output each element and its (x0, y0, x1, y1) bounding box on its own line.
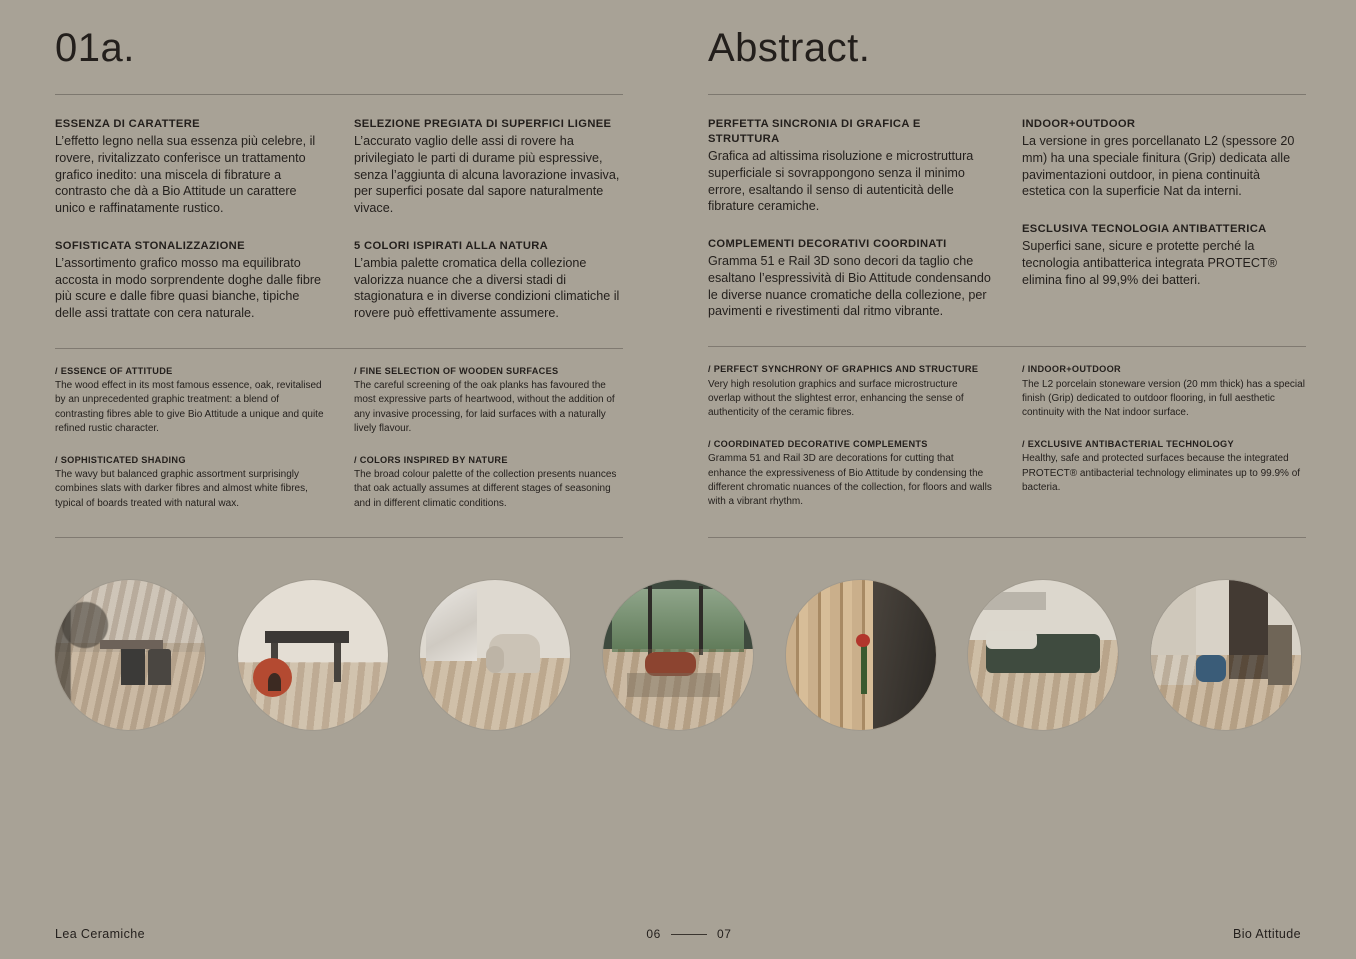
block-body: Gramma 51 and Rail 3D are decorations for cutting that enhance the expressiveness of Bio Attitude by condensing the different chromatic nuances of the collection, for floors and walls with a vibrant rhythm. (708, 453, 992, 508)
page-number-from: 06 (646, 927, 661, 941)
text-block (354, 239, 623, 322)
block-heading: INDOOR+OUTDOOR (1022, 118, 1136, 130)
block-heading: PERFETTA SINCRONIA DI GRAFICA E STRUTTURA (708, 118, 921, 146)
block-heading: / COLORS INSPIRED BY NATURE (354, 454, 508, 465)
block-heading: SELEZIONE PREGIATA DI SUPERFICI LIGNEE (354, 118, 612, 130)
divider-mid-left (55, 348, 623, 349)
block-body: Grafica ad altissima risoluzione e microstruttura superficiale si sovrappongono senza il minimo errore, esaltando il senso di autenticità delle fibrature ceramiche. (708, 149, 974, 214)
text-block (354, 454, 623, 511)
block-heading: / PERFECT SYNCHRONY OF GRAPHICS AND STRUCTURE (708, 364, 979, 375)
block-heading: ESCLUSIVA TECNOLOGIA ANTIBATTERICA (1022, 223, 1267, 236)
text-block (1022, 222, 1306, 288)
english-columns-right (708, 363, 1306, 527)
english-column-2-left (354, 365, 623, 529)
block-body: The careful screening of the oak planks has favoured the most expressive parts of heartwood, without the addition of any invasive processing, for laid surfaces with a naturally lively flavour. (354, 380, 615, 434)
english-column-2-right (1022, 363, 1306, 527)
text-block (708, 117, 992, 215)
block-heading: / EXCLUSIVE ANTIBACTERIAL TECHNOLOGY (1022, 439, 1234, 450)
block-body: Healthy, safe and protected surfaces because the integrated PROTECT® antibacterial technology eliminates up to 99.9% of bacteria. (1022, 453, 1301, 493)
text-block (55, 365, 324, 436)
block-body: Very high resolution graphics and surface microstructure overlap without the slightest error, enhancing the sense of authenticity of the ceramic fibres. (708, 378, 964, 418)
divider-bottom-left (55, 537, 623, 538)
thumbnail-kitchen-island-detail[interactable] (238, 580, 388, 730)
block-body: L’effetto legno nella sua essenza più celebre, il rovere, rivitalizzato conferisce un trattamento grafico inedito: una miscela di fibrature a contrasto che dà a Bio Attitude un carattere unico e raffinatamente rustico. (55, 134, 316, 216)
text-block (708, 363, 992, 420)
block-heading: / COORDINATED DECORATIVE COMPLEMENTS (708, 439, 928, 450)
page-navigation (145, 927, 1233, 941)
italian-columns-right (708, 117, 1306, 320)
thumbnail-dining-room-wood-floor[interactable] (55, 580, 205, 730)
block-heading: / FINE SELECTION OF WOODEN SURFACES (354, 365, 559, 376)
english-column-1-left (55, 365, 324, 529)
text-block (708, 237, 992, 320)
block-heading: 5 COLORI ISPIRATI ALLA NATURA (354, 239, 549, 252)
block-body: La versione in gres porcellanato L2 (spessore 20 mm) ha una speciale finitura (Grip) dedicata alle pavimentazioni outdoor, in piena continuità estetica con la superficie Nat da interni. (1022, 134, 1295, 199)
text-block (1022, 438, 1306, 495)
block-heading: / SOPHISTICATED SHADING (55, 454, 186, 465)
block-heading: SOFISTICATA STONALIZZAZIONE (55, 239, 245, 252)
italian-column-1-right (708, 117, 992, 320)
text-block (55, 454, 324, 511)
block-heading: COMPLEMENTI DECORATIVI COORDINATI (708, 238, 947, 251)
italian-columns-left (55, 117, 623, 322)
text-block (708, 438, 992, 509)
thumbnail-lounge-terrace-view[interactable] (603, 580, 753, 730)
divider-top-right (708, 94, 1306, 95)
page-dash-icon (671, 934, 707, 935)
italian-column-1-left (55, 117, 324, 322)
block-body: The wood effect in its most famous essence, oak, revitalised by an unprecedented graphic treatment: a blend of contrasting fibres able to give Bio Attitude a unique and quite refined rustic character. (55, 380, 324, 434)
text-block (55, 239, 324, 322)
divider-bottom-right (708, 537, 1306, 538)
page-footer (0, 927, 1356, 941)
block-body: L’assortimento grafico mosso ma equilibrato accosta in modo sorprendente doghe dalle fibre più scure e dalle fibre quasi bianche, tipiche delle assi trattate con cera naturale. (55, 255, 322, 321)
block-body: L’accurato vaglio delle assi di rovere ha privilegiato le parti di durame più espressive, senza l’aggiunta di alcuna lavorazione invasiva, per superfici posate dal sapore naturalmente vivace. (354, 134, 620, 216)
thumbnail-living-armchair-marble[interactable] (420, 580, 570, 730)
text-block (1022, 117, 1306, 200)
thumbnail-hallway-blue-chair[interactable] (1151, 580, 1301, 730)
block-body: The L2 porcelain stoneware version (20 mm thick) has a special finish (Grip) dedicated to outdoor flooring, in full aesthetic continuity with the Nat indoor surface. (1022, 378, 1305, 418)
text-block (1022, 363, 1306, 420)
block-heading: ESSENZA DI CARATTERE (55, 118, 200, 130)
divider-mid-right (708, 346, 1306, 347)
thumbnail-wood-slat-wall-vase[interactable] (786, 580, 936, 730)
italian-column-2-left (354, 117, 623, 322)
thumbnail-bedroom-green-bed[interactable] (968, 580, 1118, 730)
block-body: Superfici sane, sicure e protette perché la tecnologia antibatterica integrata PROTECT® elimina fino al 99,9% dei batteri. (1022, 239, 1277, 287)
page-title-left: 01a. (55, 26, 135, 70)
block-body: Gramma 51 e Rail 3D sono decori da taglio che esaltano l’espressività di Bio Attitude condensando le diverse nuance cromatiche della collezione, per pavimenti e rivestimenti dal ritmo vibrante. (708, 254, 991, 319)
page-number-to: 07 (716, 927, 732, 941)
block-body: The wavy but balanced graphic assortment surprisingly combines slats with darker fibres and almost white fibres, typical of boards treated with natural wax. (55, 469, 308, 509)
english-columns-left (55, 365, 623, 529)
divider-bottom-row (0, 537, 1356, 538)
left-page (0, 0, 678, 529)
footer-brand-left: Lea Ceramiche (55, 927, 145, 941)
block-heading: / ESSENCE OF ATTITUDE (55, 365, 173, 376)
block-heading: / INDOOR+OUTDOOR (1022, 364, 1121, 375)
page-title-right: Abstract. (708, 26, 871, 70)
text-block (354, 365, 623, 436)
thumbnail-strip (0, 552, 1356, 730)
right-page (678, 0, 1356, 529)
footer-brand-right: Bio Attitude (1232, 927, 1301, 941)
text-block (55, 117, 324, 217)
block-body: The broad colour palette of the collection presents nuances that oak actually assumes at different stages of seasoning and in different climatic conditions. (354, 469, 617, 509)
divider-top-left (55, 94, 623, 95)
block-body: L’ambia palette cromatica della collezione valorizza nuance che a diversi stadi di stagionatura e in diverse condizioni climatiche il rovere può effettivamente assumere. (354, 255, 620, 321)
english-column-1-right (708, 363, 992, 527)
text-block (354, 117, 623, 217)
italian-column-2-right (1022, 117, 1306, 320)
